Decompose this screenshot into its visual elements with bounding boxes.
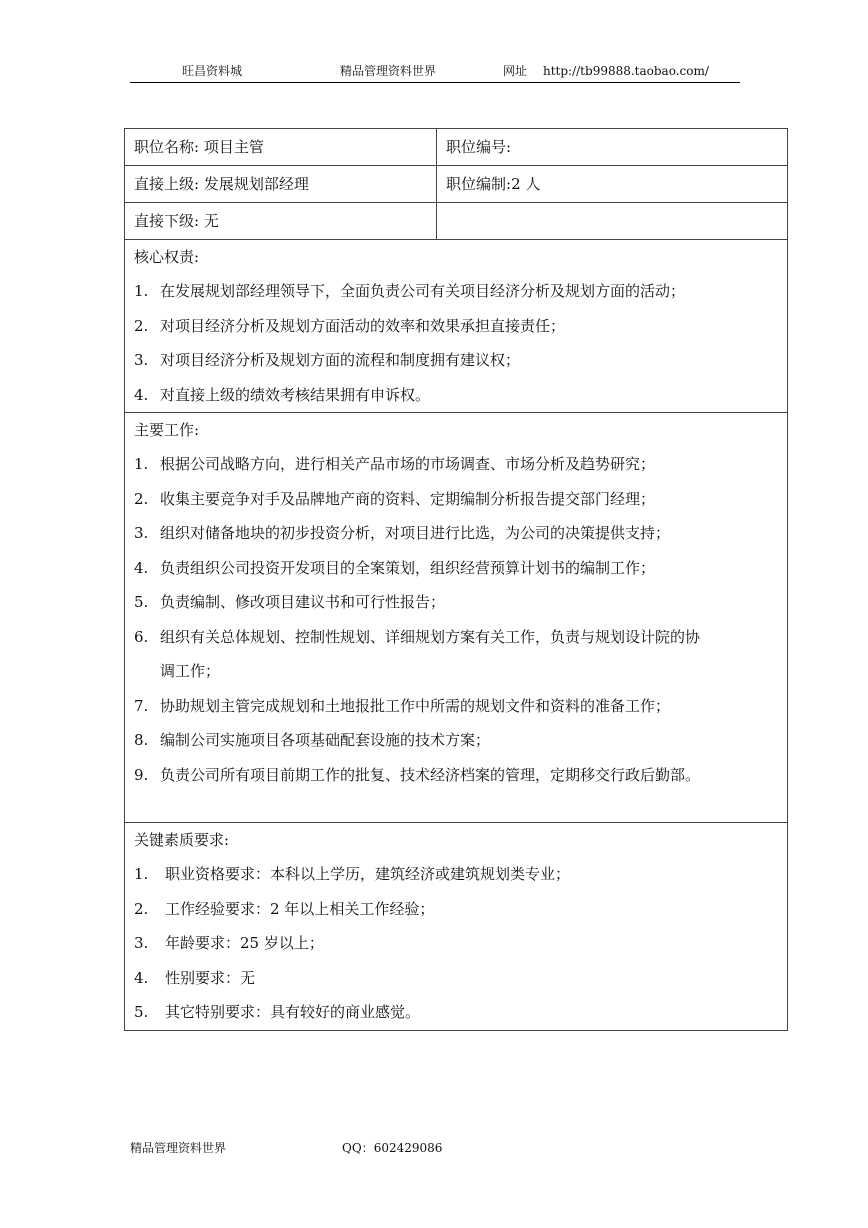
footer-qq-number: 602429086 [373, 1141, 443, 1155]
position-code-label: 职位编号: [446, 138, 512, 156]
cell-position-name [125, 129, 437, 166]
position-name-value: 项目主管 [203, 138, 264, 156]
subordinate-value: 无 [203, 212, 219, 230]
list-item: 2. 收集主要竞争对手及品牌地产商的资料、定期编制分析报告提交部门经理； [134, 489, 656, 508]
row-position [125, 129, 788, 166]
list-item: 7. 协助规划主管完成规划和土地报批工作中所需的规划文件和资料的准备工作； [134, 696, 671, 715]
cell-subordinate [125, 203, 437, 240]
row-requirements [125, 823, 788, 1031]
list-item: 1. 根据公司战略方向，进行相关产品市场的市场调查、市场分析及趋势研究； [134, 455, 656, 473]
page-footer [130, 1140, 443, 1156]
header-middle-text: 精品管理资料世界 [340, 64, 437, 78]
list-item: 5. 负责编制、修改项目建议书和可行性报告； [134, 593, 446, 611]
core-duties-title: 核心权责: [134, 248, 200, 266]
row-subordinate [125, 203, 788, 240]
list-item: 8. 编制公司实施项目各项基础配套设施的技术方案； [134, 731, 491, 749]
list-item: 5. 其它特别要求：具有较好的商业感觉。 [134, 1003, 421, 1021]
section-spacer [134, 792, 778, 822]
list-item: 4. 负责组织公司投资开发项目的全案策划，组织经营预算计划书的编制工作； [134, 558, 656, 577]
list-item: 1. 职业资格要求：本科以上学历，建筑经济或建筑规划类专业； [134, 865, 571, 883]
list-item: 3. 年龄要求：25 岁以上； [134, 934, 324, 952]
list-item: 6. 组织有关总体规划、控制性规划、详细规划方案有关工作，负责与规划设计院的协 [134, 627, 701, 646]
position-name-label: 职位名称: [134, 138, 200, 156]
list-item: 2. 工作经验要求：2 年以上相关工作经验； [134, 899, 435, 918]
list-item-continuation: 调工作； [160, 662, 221, 680]
footer-qq [342, 1140, 442, 1156]
list-item: 3. 组织对储备地块的初步投资分析，对项目进行比选，为公司的决策提供支持； [134, 524, 671, 542]
cell-position-code [437, 129, 788, 166]
main-work-title: 主要工作: [134, 421, 200, 439]
footer-left-text: 精品管理资料世界 [130, 1141, 227, 1155]
superior-value: 发展规划部经理 [203, 175, 309, 193]
main-work-section [125, 413, 788, 823]
row-main-work [125, 413, 788, 823]
header-url-link[interactable]: http://tb99888.taobao.com/ [543, 64, 709, 78]
footer-qq-label: QQ： [342, 1141, 374, 1155]
list-item: 3. 对项目经济分析及规划方面的流程和制度拥有建议权； [134, 351, 521, 369]
requirements-title: 关键素质要求: [134, 831, 230, 849]
subordinate-label: 直接下级: [134, 212, 200, 230]
job-description-table [124, 128, 788, 1031]
superior-label: 直接上级: [134, 175, 200, 193]
page-header [130, 62, 740, 83]
list-item: 4. 对直接上级的绩效考核结果拥有申诉权。 [134, 385, 431, 404]
row-core-duties [125, 240, 788, 413]
cell-headcount [437, 166, 788, 203]
row-superior [125, 166, 788, 203]
core-duties-section [125, 240, 788, 413]
header-url-label: 网址 [503, 64, 528, 78]
header-left-text: 旺昌资料城 [182, 64, 243, 78]
list-item: 1. 在发展规划部经理领导下，全面负责公司有关项目经济分析及规划方面的活动； [134, 282, 686, 300]
requirements-section [125, 823, 788, 1031]
list-item: 2. 对项目经济分析及规划方面活动的效率和效果承担直接责任； [134, 316, 566, 335]
headcount-label: 职位编制: [446, 175, 512, 193]
cell-superior [125, 166, 437, 203]
cell-empty [437, 203, 788, 240]
list-item: 9. 负责公司所有项目前期工作的批复、技术经济档案的管理，定期移交行政后勤部。 [134, 765, 701, 784]
headcount-value: 2 人 [511, 175, 541, 193]
list-item: 4. 性别要求：无 [134, 968, 256, 987]
